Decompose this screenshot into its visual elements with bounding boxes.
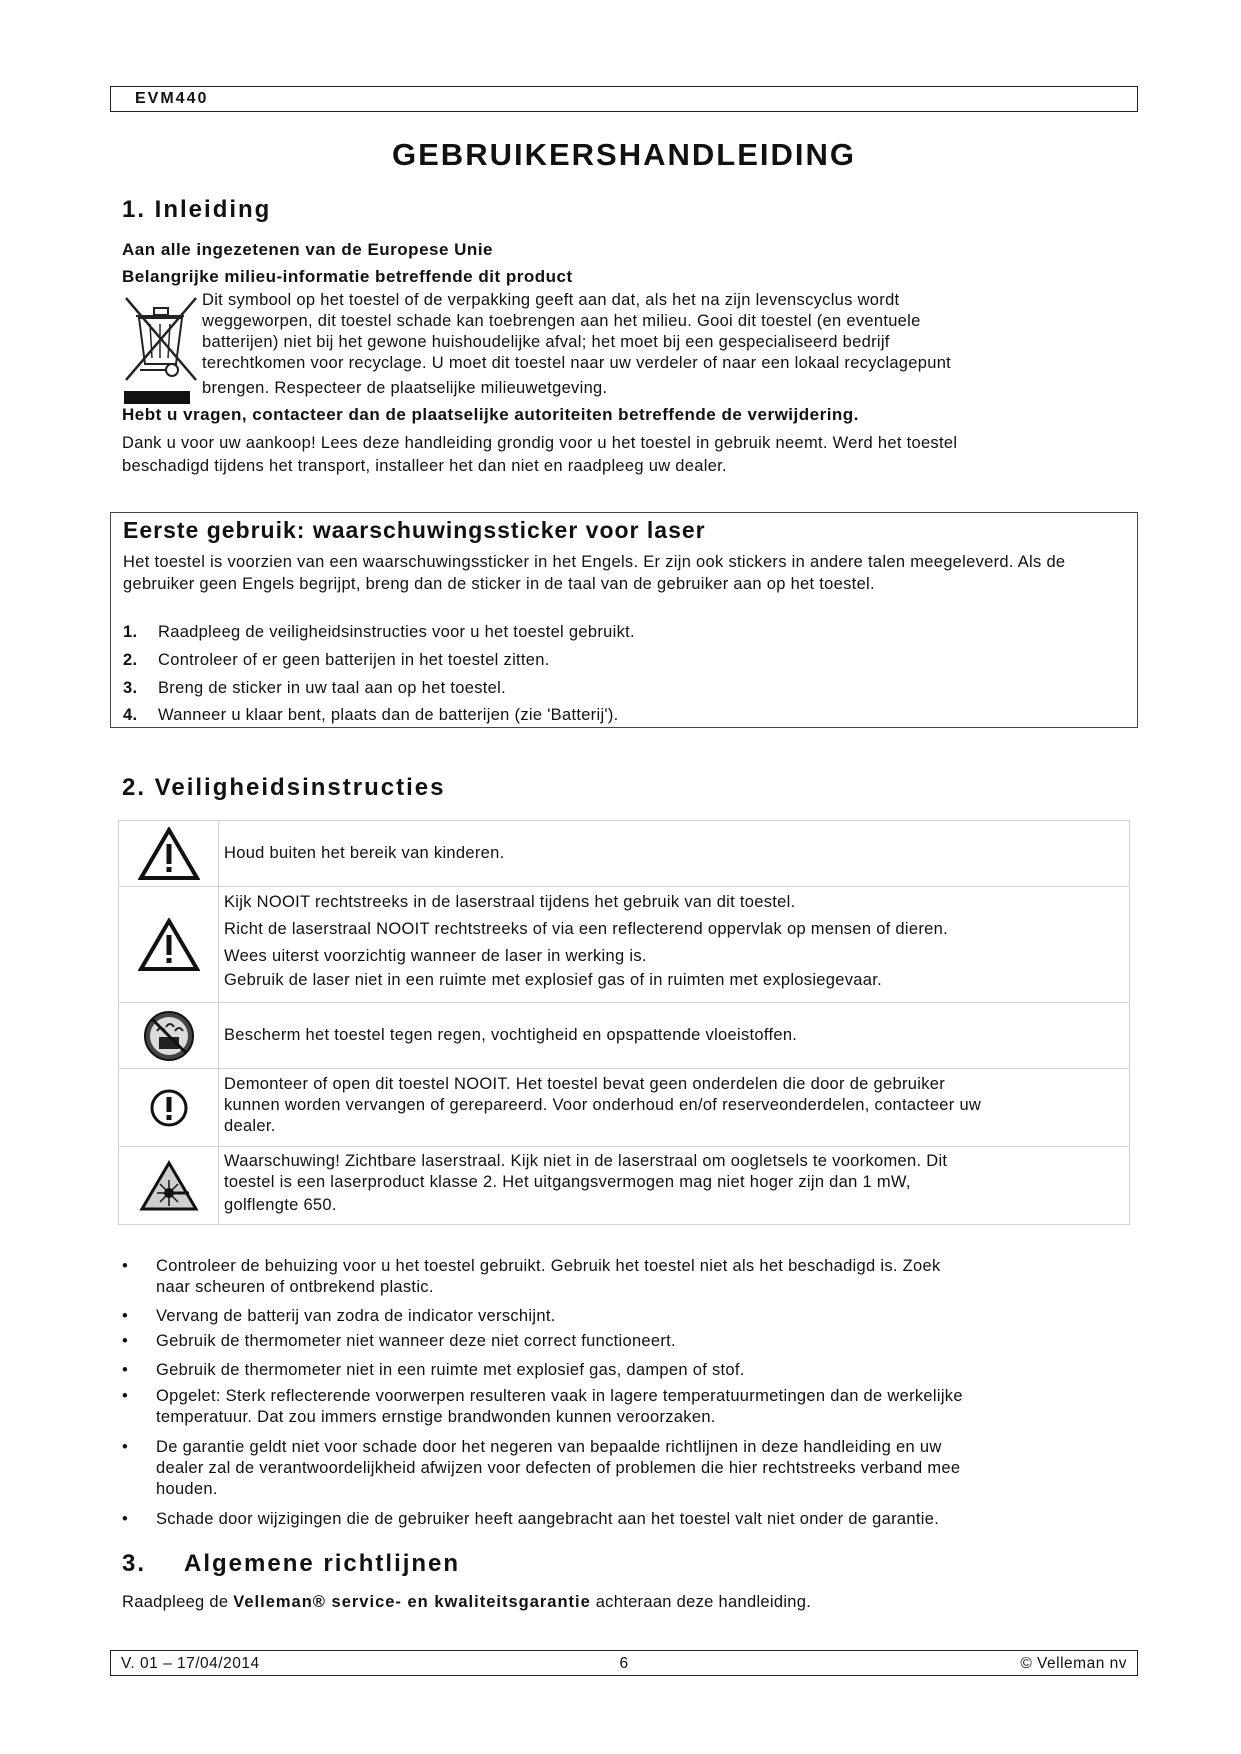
- first-use-title: Eerste gebruik: waarschuwingssticker voor laser: [123, 517, 706, 543]
- model-number: EVM440: [135, 90, 209, 107]
- weee-bin-icon: [122, 294, 202, 408]
- safety-line: Waarschuwing! Zichtbare laserstraal. Kijk niet in de laserstraal om oogletsels te voorkomen. Dit: [224, 1152, 948, 1170]
- text-pre: Raadpleeg de: [122, 1593, 234, 1611]
- warning-triangle-icon: [138, 918, 200, 972]
- step-number: 4.: [123, 706, 138, 724]
- safety-line: dealer.: [224, 1117, 276, 1135]
- first-use-step: [123, 706, 619, 725]
- bullet-line: temperatuur. Dat zou immers ernstige brandwonden kunnen veroorzaken.: [156, 1408, 716, 1426]
- manual-page: EVM440 GEBRUIKERSHANDLEIDING 1. Inleiding Aan alle ingezetenen van de Europese Unie Belangrijke milieu-informatie betreffende dit product Dit symbool op het toestel of de verpakking geeft aan dat, als het na zijn levenscyclus wordt weggeworpen, dit toestel schade kan toebrengen aan het milieu. Gooi dit toestel (en eventuele batterijen) niet bij het gewone huishoudelijke afval; het moet bij een gespecialiseerd bedrijf terechtkomen voor recyclage. U moet dit toestel naar uw verdeler of naar een lokaal recyclagepunt brengen. Respecteer de plaatselijke milieuwetgeving. Hebt u vragen, contacteer dan de plaatselijke autoriteiten betreffende de verwijdering. Dank u voor uw aankoop! Lees deze handleiding grondig voor u het toestel in gebruik neemt. Werd het toestel beschadigd tijdens het transport, installeer het dan niet en raadpleeg uw dealer. Eerste gebruik: waarschuwingssticker voor laser Het toestel is voorzien van een waarschuwingssticker in het Engels. Er zijn ook stickers in andere talen meegeleverd. Als de gebruiker geen Engels begrijpt, breng dan de sticker in de taal van de gebruiker aan op het toestel. 1. Raadpleeg de veiligheidsinstructies voor u het toestel gebruikt. 2. Controleer of er geen batterijen in het toestel zitten. 3. Breng de sticker in uw taal aan op het toestel. 4. Wanneer u klaar bent, plaats dan de batterijen (zie 'Batterij'). 2. Veiligheidsinstructies Houd buiten het bereik van kinderen. Kijk NOOIT rechtstreeks in de laserstraal tijdens het gebruik van dit toestel. Richt de laserstraal NOOIT rechtstreeks of via een reflecterend oppervlak op mensen of dieren. Wees uiterst voorzichtig wanneer de laser in werking is. Gebruik de laser niet in een ruimte met explosief gas of in ruimten met explosiegevaar. Bescherm het toestel tegen regen, vochtigheid en opspattende vloeistoffen. Demonteer of open dit toestel NOOIT. Het toestel bevat geen onderdelen die door de gebruiker kunnen worden vervangen of gerepareerd. Voor onderhoud en/of reserveonderdelen, contacteer uw dealer. Waarschuwing! Zichtbare laserstraal. Kijk niet in de laserstraal om oogletsels te voorkomen. Dit toestel is een laserproduct klasse 2. Het uitgangsvermogen mag niet hoger zijn dan 1 mW, golflengte 650. • Controleer de behuizing voor u het toestel gebruikt. Gebruik het toestel niet als het beschadigd is. Zoek naar scheuren of ontbrekend plastic. • Vervang de batterij van zodra de indicator verschijnt. • Gebruik de thermometer niet wanneer deze niet correct functioneert. • Gebruik de thermometer niet in een ruimte met explosief gas, dampen of stof. • Opgelet: Sterk reflecterende voorwerpen resulteren vaak in lagere temperatuurmetingen dan de werkelijke temperatuur. Dat zou immers ernstige brandwonden kunnen veroorzaken. • De garantie geldt niet voor schade door het negeren van bepaalde richtlijnen in deze handleiding en uw dealer zal de verantwoordelijkheid afwijzen voor defecten of problemen die hier rechtstreeks verband mee houden. • Schade door wijzigingen die de gebruiker heeft aangebracht aan het toestel valt niet onder de garantie. 3. Algemene richtlijnen Raadpleeg de Velleman® service- en kwaliteitsgarantie achteraan deze handleiding. V. 01 – 17/04/2014 6 © Velleman nv: [0, 0, 1241, 1754]
- bullet-line: dealer zal de verantwoordelijkheid afwijzen voor defecten of problemen die hier rechtstreeks verband mee: [156, 1459, 961, 1477]
- step-number: 2.: [123, 651, 138, 669]
- bullet-line: Controleer de behuizing voor u het toestel gebruikt. Gebruik het toestel niet als het beschadigd is. Zoek: [156, 1257, 941, 1275]
- icon-cell: [119, 1069, 219, 1146]
- text-post: achteraan deze handleiding.: [590, 1593, 812, 1611]
- step-number: 3.: [123, 679, 138, 697]
- version-date: V. 01 – 17/04/2014: [121, 1655, 260, 1672]
- bullet-line: Gebruik de thermometer niet in een ruimte met explosief gas, dampen of stof.: [156, 1361, 745, 1379]
- icon-cell: [119, 821, 219, 886]
- safety-line: Demonteer of open dit toestel NOOIT. Het toestel bevat geen onderdelen die door de gebruiker: [224, 1075, 946, 1093]
- safety-row: [119, 887, 1129, 1003]
- section-heading-general: [122, 1550, 460, 1578]
- general-guidelines-text: [122, 1592, 811, 1613]
- safety-text: [224, 1074, 1124, 1137]
- safety-line: kunnen worden vervangen of gerepareerd. Voor onderhoud en/of reserveonderdelen, contacteer uw: [224, 1096, 982, 1114]
- section-heading-inleiding: 1. Inleiding: [122, 196, 272, 223]
- safety-line: Gebruik de laser niet in een ruimte met explosief gas of in ruimten met explosiegevaar.: [224, 971, 883, 989]
- environment-line-1: Dit symbool op het toestel of de verpakking geeft aan dat, als het na zijn levenscyclus wordt: [202, 291, 900, 309]
- step-text: Breng de sticker in uw taal aan op het toestel.: [158, 679, 506, 697]
- no-water-icon: [142, 1009, 196, 1063]
- section-number: 3.: [122, 1550, 147, 1577]
- exclamation-circle-icon: [149, 1088, 189, 1128]
- section-heading-safety: 2. Veiligheidsinstructies: [122, 774, 446, 801]
- environment-line-4: terechtkomen voor recyclage. U moet dit toestel naar uw verdeler of naar een lokaal recyclagepunt: [202, 354, 952, 372]
- safety-line: toestel is een laserproduct klasse 2. Het uitgangsvermogen mag niet hoger zijn dan 1 mW,: [224, 1173, 911, 1191]
- first-use-text: Het toestel is voorzien van een waarschuwingssticker in het Engels. Er zijn ook stickers in andere talen meegeleverd. Als de gebruiker geen Engels begrijpt, breng dan de sticker in de taal van de gebruiker aan op het toestel.: [123, 553, 1066, 593]
- step-text: Controleer of er geen batterijen in het toestel zitten.: [158, 651, 550, 669]
- environment-line-3: batterijen) niet bij het gewone huishoudelijke afval; het moet bij een gespecialiseerd bedrijf: [202, 333, 890, 351]
- header-bar: [110, 86, 1138, 112]
- warranty-reference: Velleman® service- en kwaliteitsgarantie: [233, 1593, 591, 1611]
- icon-cell: [119, 887, 219, 1002]
- first-use-box: [110, 512, 1138, 728]
- first-use-step: [123, 679, 506, 698]
- footer-bar: [110, 1650, 1138, 1676]
- bullet-line: Opgelet: Sterk reflecterende voorwerpen resulteren vaak in lagere temperatuurmetingen dan de werkelijke: [156, 1387, 963, 1405]
- safety-row: [119, 821, 1129, 887]
- bullet-line: De garantie geldt niet voor schade door het negeren van bepaalde richtlijnen in deze handleiding en uw: [156, 1438, 942, 1456]
- thanks-line-1: Dank u voor uw aankoop! Lees deze handleiding grondig voor u het toestel in gebruik neemt. Werd het toestel: [122, 434, 958, 452]
- environment-line-2: weggeworpen, dit toestel schade kan toebrengen aan het milieu. Gooi dit toestel (en eventuele: [202, 312, 921, 330]
- page-title: GEBRUIKERSHANDLEIDING: [392, 137, 856, 172]
- safety-line: Kijk NOOIT rechtstreeks in de laserstraal tijdens het gebruik van dit toestel.: [224, 893, 796, 911]
- step-number: 1.: [123, 623, 138, 641]
- bullet-line: Schade door wijzigingen die de gebruiker heeft aangebracht aan het toestel valt niet onder de garantie.: [156, 1510, 940, 1528]
- icon-cell: [119, 1003, 219, 1068]
- bullet-line: houden.: [156, 1480, 218, 1498]
- safety-line: Houd buiten het bereik van kinderen.: [224, 844, 505, 862]
- environment-line-5: brengen. Respecteer de plaatselijke milieuwetgeving.: [202, 379, 608, 397]
- thanks-line-2: beschadigd tijdens het transport, installeer het dan niet en raadpleeg uw dealer.: [122, 457, 727, 475]
- safety-line: Wees uiterst voorzichtig wanneer de laser in werking is.: [224, 947, 647, 965]
- first-use-step: [123, 651, 550, 670]
- safety-row: [119, 1003, 1129, 1069]
- safety-text: [224, 1151, 1124, 1216]
- safety-row: [119, 1147, 1129, 1224]
- bullet-line: Gebruik de thermometer niet wanneer deze niet correct functioneert.: [156, 1332, 676, 1350]
- safety-line: golflengte 650.: [224, 1196, 337, 1214]
- eu-residents-line: Aan alle ingezetenen van de Europese Unie: [122, 240, 493, 259]
- step-text: Raadpleeg de veiligheidsinstructies voor u het toestel gebruikt.: [158, 623, 635, 641]
- safety-table: [118, 820, 1130, 1225]
- disposal-questions-line: Hebt u vragen, contacteer dan de plaatselijke autoriteiten betreffende de verwijdering.: [122, 405, 859, 424]
- environment-heading: Belangrijke milieu-informatie betreffende dit product: [122, 267, 573, 286]
- icon-cell: [119, 1147, 219, 1224]
- bullet-line: Vervang de batterij van zodra de indicator verschijnt.: [156, 1307, 556, 1325]
- safety-text: [224, 1025, 1124, 1046]
- page-number: 6: [619, 1655, 629, 1672]
- safety-row: [119, 1069, 1129, 1147]
- safety-line: Richt de laserstraal NOOIT rechtstreeks of via een reflecterend oppervlak op mensen of dieren.: [224, 920, 948, 938]
- safety-text: [224, 892, 1124, 991]
- safety-line: Bescherm het toestel tegen regen, vochtigheid en opspattende vloeistoffen.: [224, 1026, 798, 1044]
- copyright: © Velleman nv: [1020, 1655, 1127, 1672]
- first-use-step: [123, 623, 635, 642]
- section-title: Algemene richtlijnen: [184, 1550, 461, 1577]
- laser-warning-icon: [139, 1160, 199, 1212]
- safety-text: [224, 843, 1124, 864]
- warning-triangle-icon: [138, 827, 200, 881]
- bullet-line: naar scheuren of ontbrekend plastic.: [156, 1278, 434, 1296]
- step-text: Wanneer u klaar bent, plaats dan de batterijen (zie 'Batterij').: [158, 706, 619, 724]
